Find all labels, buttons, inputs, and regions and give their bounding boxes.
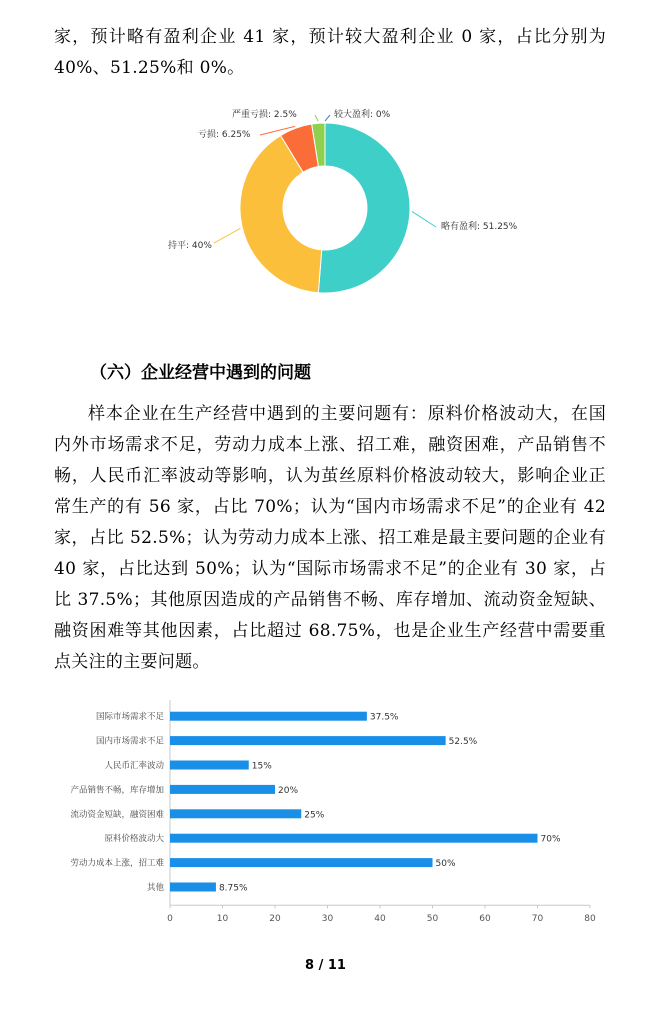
x-tick-label: 40 [374, 914, 386, 925]
category-label: 国际市场需求不足 [95, 712, 164, 723]
bar [170, 736, 446, 745]
donut-slice-label: 严重亏损: 2.5% [232, 110, 297, 120]
donut-slice-label: 较大盈利: 0% [334, 110, 391, 120]
x-tick-label: 60 [479, 914, 491, 925]
donut-leader-line [412, 211, 436, 227]
x-tick-label: 20 [269, 914, 281, 925]
bar-chart [0, 690, 651, 925]
category-label: 劳动力成本上涨，招工难 [70, 858, 164, 869]
donut-slice [318, 123, 410, 293]
x-tick-label: 0 [167, 914, 173, 925]
category-label: 国内市场需求不足 [95, 736, 164, 747]
bar [170, 785, 275, 794]
bar-data-label: 8.75% [218, 883, 248, 894]
donut-slice-label: 略有盈利: 51.25% [441, 222, 518, 232]
bar [170, 858, 433, 867]
bar-data-label: 25% [304, 810, 325, 821]
donut-chart [0, 95, 651, 315]
donut-leader-line [214, 228, 240, 243]
donut-leader-line [315, 115, 318, 121]
bar [170, 883, 216, 892]
donut-leader-line [325, 115, 330, 121]
category-label: 产品销售不畅，库存增加 [70, 785, 164, 796]
intro-paragraph: 家，预计略有盈利企业 41 家，预计较大盈利企业 0 家，占比分别为 40%、51.25%和 0%。 [54, 27, 606, 78]
x-tick-label: 50 [426, 914, 439, 925]
bar [170, 834, 538, 843]
section-paragraph: 样本企业在生产经营中遇到的主要问题有：原料价格波动大，在国内外市场需求不足，劳动力成本上涨、招工难，融资困难，产品销售不畅，人民币汇率波动等影响，认为茧丝原料价格波动较大，影响企业正常生产的有 56 家，占比 70%；认为“国内市场需求不足”的企业有 42 家，占比 52.5%；认为劳动力成本上涨、招工难是最主要问题的企业有 40 家，占比达到 50%；认为“国际市场需求不足”的企业有 30 家，占比 37.5%；其他原因造成的产品销售不畅、库存增加、流动资金短缺、融资困难等其他因素，占比超过 68.75%，也是企业生产经营中需要重点关注的主要问题。 [54, 404, 606, 672]
bar-data-label: 52.5% [448, 737, 478, 748]
bar-data-label: 37.5% [369, 712, 399, 723]
bar [170, 809, 301, 818]
donut-slice-label: 持平: 40% [168, 241, 212, 251]
category-label: 流动资金短缺，融资困难 [70, 809, 164, 820]
bar-data-label: 15% [251, 761, 272, 772]
category-label: 原料价格波动大 [104, 834, 164, 845]
x-tick-label: 10 [216, 914, 229, 925]
bar [170, 712, 367, 721]
x-tick-label: 30 [321, 914, 334, 925]
x-tick-label: 70 [531, 914, 544, 925]
page-number: 8 / 11 [305, 958, 346, 973]
bar-data-label: 70% [540, 834, 561, 845]
category-label: 其他 [146, 883, 164, 893]
x-tick-label: 80 [584, 914, 596, 925]
donut-slice-label: 亏损: 6.25% [198, 130, 251, 140]
category-label: 人民币汇率波动 [104, 761, 164, 771]
section-heading: （六）企业经营中遇到的问题 [90, 363, 311, 383]
bar-data-label: 50% [435, 859, 456, 870]
bar [170, 761, 249, 770]
bar-data-label: 20% [278, 785, 299, 796]
